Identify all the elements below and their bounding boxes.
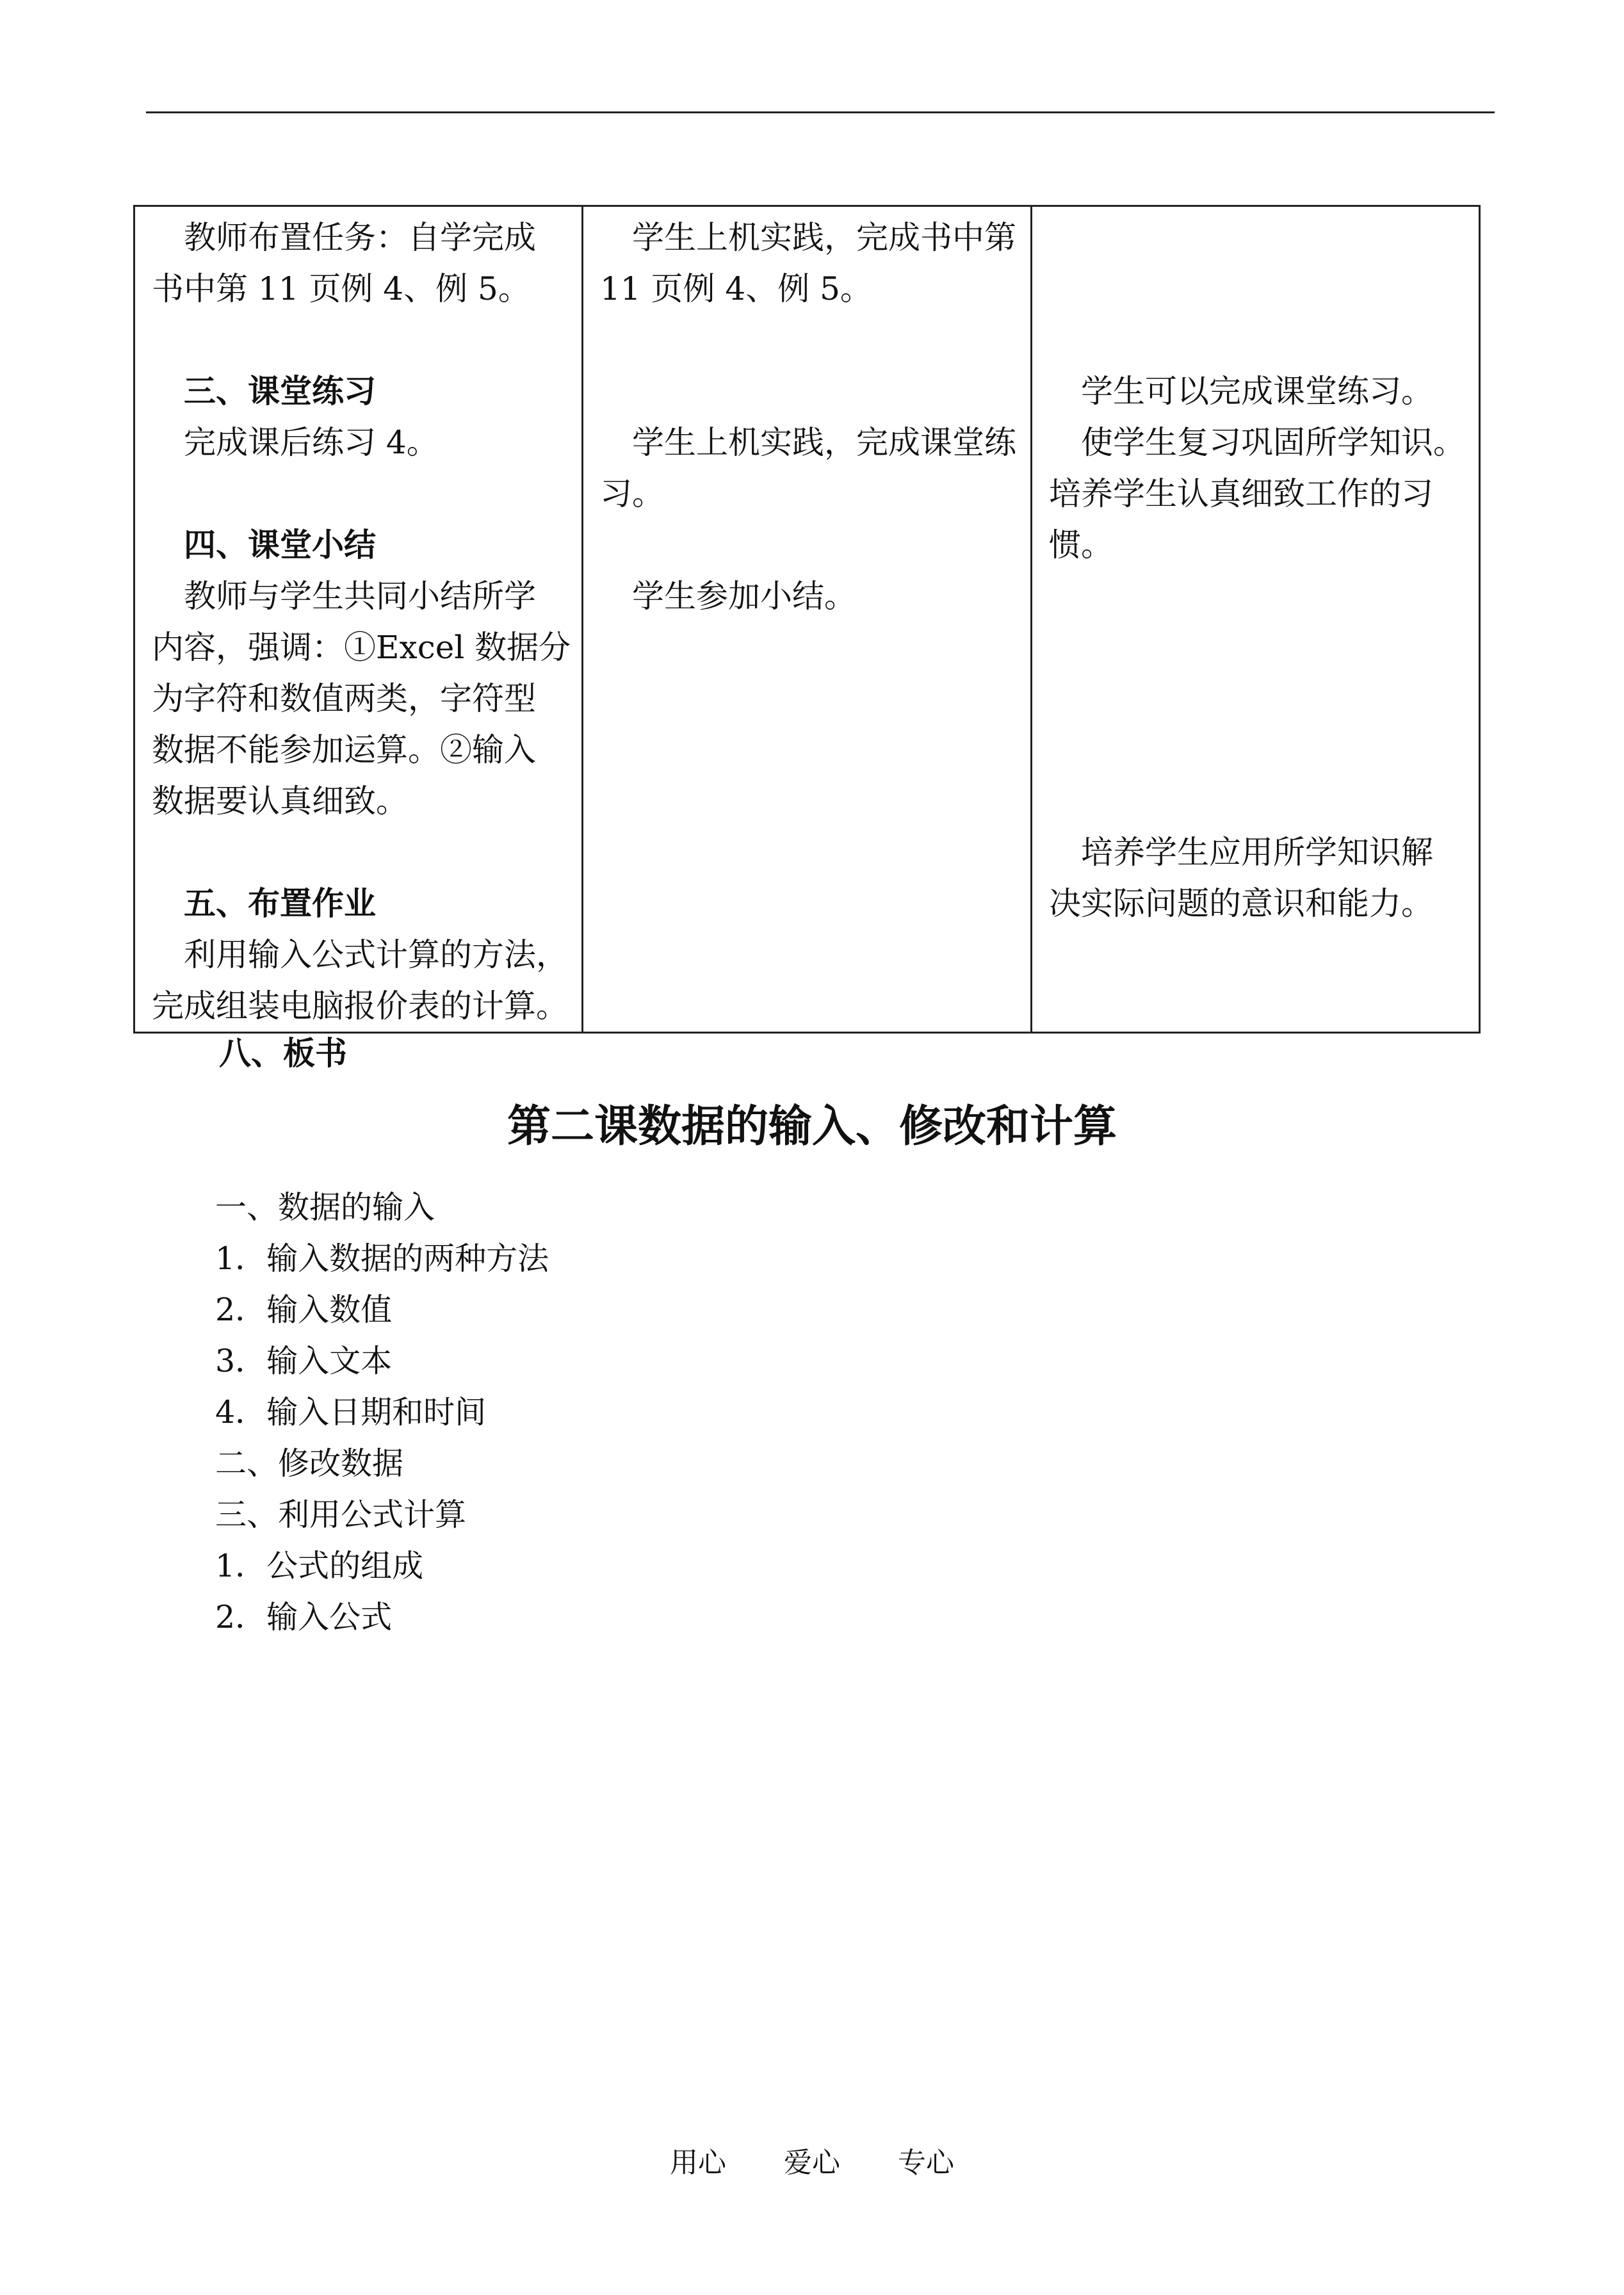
blank-line [1049, 314, 1462, 366]
blank-line [1049, 775, 1462, 827]
cell-line: 学生上机实践，完成课堂练 [632, 424, 1016, 461]
section-heading: 五、布置作业 [184, 884, 376, 922]
list-item: 2．输入公式 [215, 1599, 393, 1635]
cell-line: 书中第 11 页例 4、例 5。 [152, 270, 530, 307]
list-item: 二、修改数据 [215, 1445, 404, 1482]
footer-text: 用心 [670, 2146, 726, 2179]
blank-line [152, 468, 565, 519]
footer-text: 爱心 [784, 2146, 840, 2179]
cell-line: 培养学生应用所学知识解 [1081, 834, 1433, 871]
cell-line: 学生可以完成课堂练习。 [1081, 373, 1433, 410]
list-item: 4．输入日期和时间 [215, 1394, 487, 1431]
page-footer [0, 2144, 1624, 2182]
list-item: 3．输入文本 [215, 1343, 393, 1379]
cell-line: 教师布置任务：自学完成 [184, 219, 536, 256]
cell-line: 习。 [600, 475, 664, 512]
blank-line [1049, 673, 1462, 775]
cell-line: 利用输入公式计算的方法， [184, 936, 568, 973]
blank-line [152, 827, 565, 878]
cell-line: 数据要认真细致。 [152, 783, 408, 820]
header-rule [146, 111, 1495, 113]
blank-line [1049, 212, 1462, 314]
teacher-activity-cell [134, 206, 583, 1033]
board-outline [215, 1182, 549, 1643]
cell-line: 为字符和数值两类，字符型 [152, 680, 536, 717]
cell-line: 惯。 [1049, 526, 1113, 564]
cell-line: 内容，强调：①Excel 数据分 [152, 629, 571, 666]
blank-line [1049, 571, 1462, 673]
page-title: 第二课数据的输入、修改和计算 [507, 1101, 1117, 1152]
blank-line [600, 314, 1014, 417]
cell-line: 完成组装电脑报价表的计算。 [152, 987, 568, 1025]
list-item: 2．输入数值 [215, 1292, 393, 1328]
blank-line [152, 314, 565, 366]
section-heading: 三、课堂练习 [184, 372, 376, 410]
blank-line [600, 519, 1014, 571]
cell-line: 使学生复习巩固所学知识。 [1081, 424, 1465, 461]
list-item: 一、数据的输入 [215, 1189, 435, 1226]
student-activity-cell [583, 206, 1032, 1033]
lesson-plan-table [133, 205, 1481, 1034]
cell-line: 培养学生认真细致工作的习 [1049, 475, 1433, 512]
cell-line: 完成课后练习 4。 [184, 424, 439, 461]
cell-line: 决实际问题的意识和能力。 [1049, 885, 1433, 922]
footer-text: 专心 [898, 2146, 954, 2179]
table-row [134, 206, 1480, 1033]
section-heading: 四、课堂小结 [184, 526, 376, 564]
list-item: 1．公式的组成 [215, 1548, 424, 1584]
cell-line: 数据不能参加运算。②输入 [152, 731, 536, 768]
cell-line: 11 页例 4、例 5。 [600, 270, 872, 307]
cell-line: 学生参加小结。 [632, 578, 856, 615]
cell-line: 教师与学生共同小结所学 [184, 578, 536, 615]
list-item: 1．输入数据的两种方法 [215, 1240, 549, 1277]
board-heading: 八、板书 [219, 1034, 347, 1072]
design-intent-cell [1032, 206, 1480, 1033]
list-item: 三、利用公式计算 [215, 1496, 467, 1533]
cell-line: 学生上机实践，完成书中第 [632, 219, 1016, 256]
